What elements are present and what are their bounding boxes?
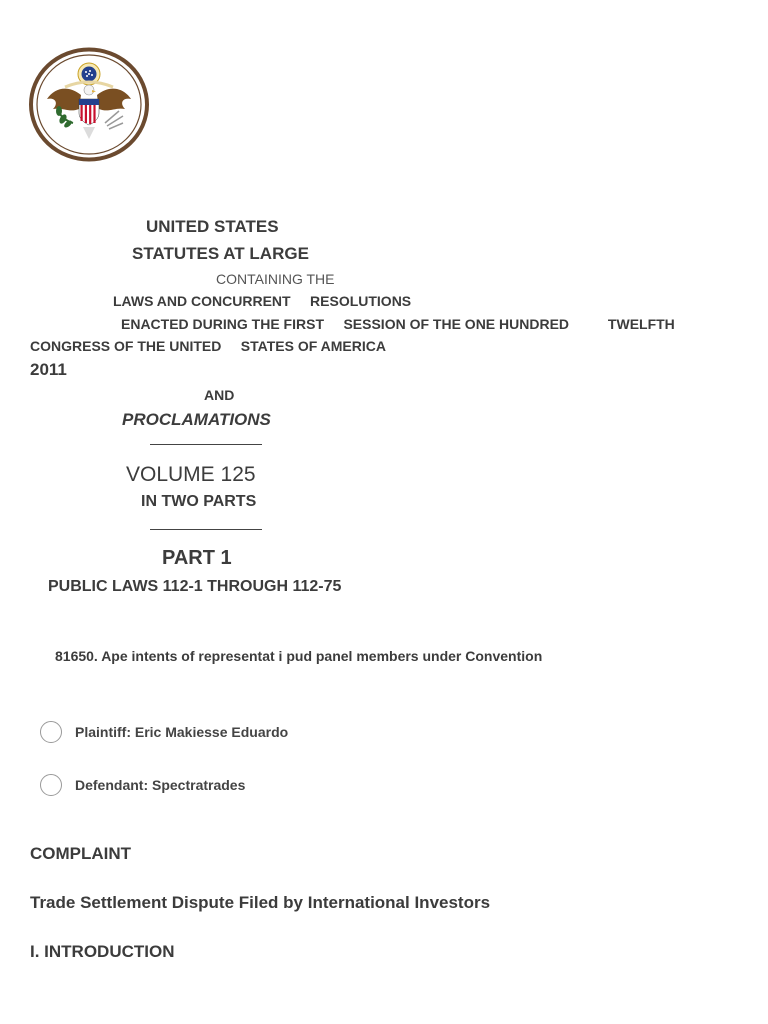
title-proclamations: PROCLAMATIONS [122,410,271,429]
title-line-enacted: ENACTED DURING THE FIRST SESSION OF THE ONE HUNDRED TWELFTH [121,316,675,332]
title-line-statutes-at-large: STATUTES AT LARGE [132,244,309,263]
great-seal-icon [29,47,149,162]
title-year: 2011 [30,360,67,379]
radio-option-defendant[interactable] [40,772,245,798]
volume-label: VOLUME 125 [126,463,256,486]
radio-button[interactable] [40,774,62,796]
radio-label: Defendant: Spectratrades [75,777,246,793]
title-line-laws: LAWS AND CONCURRENT RESOLUTIONS [113,293,412,309]
radio-button[interactable] [40,721,62,743]
title-line-congress: CONGRESS OF THE UNITED STATES OF AMERICA [30,338,386,354]
radio-label: Plaintiff: Eric Makiesse Eduardo [75,724,289,740]
title-line-containing: CONTAINING THE [216,271,335,287]
title-line-united-states: UNITED STATES [146,217,279,236]
public-laws-range: PUBLIC LAWS 112-1 THROUGH 112-75 [48,578,342,595]
parts-label: IN TWO PARTS [141,493,257,510]
complaint-heading: COMPLAINT [30,844,132,863]
radio-option-plaintiff[interactable] [40,719,288,745]
part-label: PART 1 [162,547,232,569]
divider-rule [150,529,262,530]
divider-rule [150,444,262,445]
section-line: 81650. Ape intents of representat i pud panel members under Convention [55,648,543,664]
title-and: AND [204,387,235,403]
complaint-subtitle: Trade Settlement Dispute Filed by International Investors [30,893,491,912]
section-heading: I. INTRODUCTION [30,942,175,961]
